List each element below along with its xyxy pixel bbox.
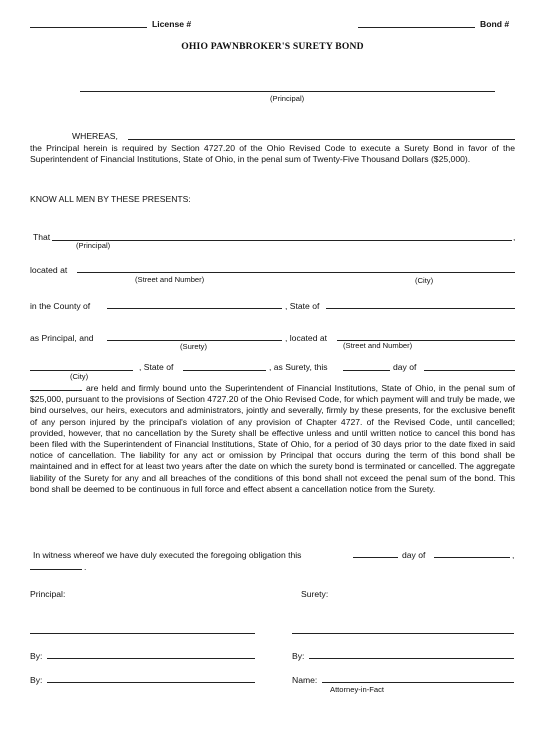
state-label: , State of bbox=[285, 301, 320, 311]
principal-by-field-2[interactable] bbox=[47, 682, 255, 683]
bond-label: Bond # bbox=[480, 19, 510, 29]
principal-name-field[interactable] bbox=[80, 91, 495, 92]
whereas-paragraph: the Principal herein is required by Section 4727.20 of the Ohio Revised Code to execute a Surety Bond in favor of the Superintendent of Financial Institutions, State of Ohio, in the penal sum of Twenty-Five Thousand Dollars ($25,000). bbox=[30, 143, 515, 165]
surety-month-field[interactable] bbox=[424, 370, 515, 371]
license-label: License # bbox=[152, 19, 192, 29]
principal-by-label-2: By: bbox=[30, 675, 43, 685]
surety-day-field[interactable] bbox=[343, 370, 390, 371]
state-field[interactable] bbox=[326, 308, 515, 309]
surety-caption: (Surety) bbox=[180, 342, 208, 351]
surety-state-label: , State of bbox=[139, 362, 174, 372]
located-at-label: located at bbox=[30, 265, 68, 275]
located-at-field[interactable] bbox=[77, 272, 515, 273]
principal-signature-label: Principal: bbox=[30, 589, 66, 599]
witness-text: In witness whereof we have duly executed the foregoing obligation this bbox=[33, 550, 302, 560]
that-comma: , bbox=[513, 232, 516, 242]
whereas-label: WHEREAS, bbox=[72, 131, 118, 141]
as-principal-label: as Principal, and bbox=[30, 333, 94, 343]
county-field[interactable] bbox=[107, 308, 282, 309]
surety-by-field[interactable] bbox=[309, 658, 514, 659]
surety-located-at-label: , located at bbox=[285, 333, 328, 343]
document-title: OHIO PAWNBROKER'S SURETY BOND bbox=[181, 41, 364, 52]
surety-city-field[interactable] bbox=[30, 370, 133, 371]
street-number-caption: (Street and Number) bbox=[135, 275, 205, 284]
city-caption: (City) bbox=[415, 276, 434, 285]
that-principal-field[interactable] bbox=[52, 240, 512, 241]
license-number-field[interactable] bbox=[30, 27, 147, 28]
surety-name-label: Name: bbox=[292, 675, 318, 685]
attorney-in-fact-field[interactable] bbox=[322, 682, 514, 683]
that-label: That bbox=[33, 232, 51, 242]
principal-caption: (Principal) bbox=[270, 94, 305, 103]
bond-terms-paragraph bbox=[30, 383, 515, 495]
as-surety-label: , as Surety, this bbox=[269, 362, 328, 372]
county-label: in the County of bbox=[30, 301, 91, 311]
bond-terms-text: are held and firmly bound unto the Superintendent of Financial Institutions, State of Ohio, in the penal sum of $25,000, pursuant to the provisions of Section 4727.20 of the Ohio Revised Code, for which payment will and truly be made, we bind ourselves, our heirs, executors and administrators, jointly and severally, firmly by these presents, for the exclusive benefit of any person injured by the principal's violation of any provision of Chapter 4727. of the Revised Code, until cancelled; provided, however, that no cancellation by the Surety shall be effective unless and until written notice to cancel this bond has been filed with the Superintendent of Financial Institutions, State of Ohio, for a period of 30 days prior to the date fixed in said notice of cancellation. The liability for any act or omission by Principal that occurs during the term of this bond shall be maintained and in effect for at least two years after the date on which the surety bond is terminated or cancelled. The aggregate liability of the Surety for any and all breaches of the conditions of this bond shall not exceed the penal sum of the bond. This bond shall be deemed to be continuous in full force and effect absent a cancellation notice from the Surety. bbox=[30, 383, 515, 494]
surety-day-of-label: day of bbox=[393, 362, 417, 372]
principal-signature-line[interactable] bbox=[30, 633, 255, 634]
principal-by-field[interactable] bbox=[47, 658, 255, 659]
surety-state-field[interactable] bbox=[183, 370, 266, 371]
bond-number-field[interactable] bbox=[358, 27, 475, 28]
witness-day-field[interactable] bbox=[353, 557, 398, 558]
surety-name-field[interactable] bbox=[107, 340, 282, 341]
surety-by-label: By: bbox=[292, 651, 305, 661]
that-principal-caption: (Principal) bbox=[76, 241, 111, 250]
witness-period: . bbox=[84, 562, 87, 572]
principal-by-label: By: bbox=[30, 651, 43, 661]
surety-street-caption: (Street and Number) bbox=[343, 341, 413, 350]
attorney-in-fact-caption: Attorney-in-Fact bbox=[330, 685, 385, 694]
surety-signature-line[interactable] bbox=[292, 633, 514, 634]
whereas-field[interactable] bbox=[128, 139, 515, 140]
witness-day-of-label: day of bbox=[402, 550, 426, 560]
witness-year-field[interactable] bbox=[30, 569, 82, 570]
surety-signature-label: Surety: bbox=[301, 589, 329, 599]
witness-comma: , bbox=[512, 550, 515, 560]
witness-month-field[interactable] bbox=[434, 557, 510, 558]
surety-city-caption: (City) bbox=[70, 372, 89, 381]
know-all-heading: KNOW ALL MEN BY THESE PRESENTS: bbox=[30, 194, 191, 204]
